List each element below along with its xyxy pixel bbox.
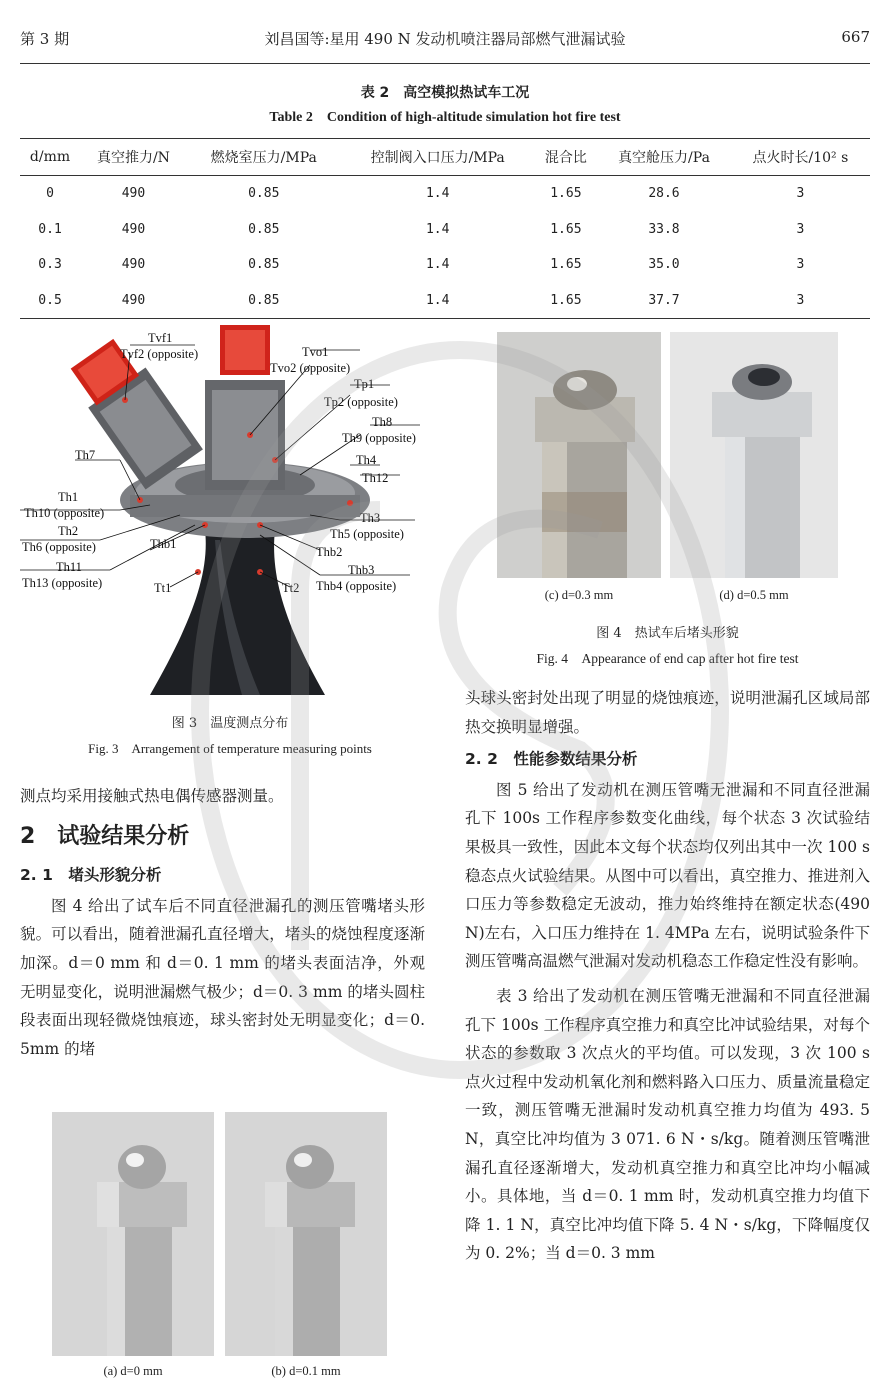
table-cell: 3 <box>796 186 805 202</box>
table-cell: 1.4 <box>425 257 450 273</box>
table-cell: 33.8 <box>648 221 680 237</box>
table-cell: 35.0 <box>648 257 680 273</box>
subsection-2-1-heading: 2. 1 堵头形貌分析 <box>20 866 162 885</box>
fig4-caption-en: Fig. 4 Appearance of end cap after hot fire test <box>536 651 799 666</box>
label-thb3: Thb3 <box>348 563 375 577</box>
label-tvf2: Tvf2 (opposite) <box>120 347 199 361</box>
label-th3: Th3 <box>360 511 381 525</box>
label-thb2: Thb2 <box>316 545 343 559</box>
end-cap-c-illustration <box>497 332 661 578</box>
label-tt1: Tt1 <box>154 581 172 595</box>
table-cell: 490 <box>121 221 146 237</box>
label-th4: Th4 <box>356 453 377 467</box>
right-paragraph-0: 头球头密封处出现了明显的烧蚀痕迹，说明泄漏孔区域局部热交换明显增强。 <box>465 689 870 736</box>
table-cell: 1.4 <box>341 283 535 319</box>
label-th11: Th11 <box>56 560 82 574</box>
label-th13: Th13 (opposite) <box>22 576 103 590</box>
label-th8: Th8 <box>372 415 393 429</box>
table2 <box>20 138 870 319</box>
table-cell: 0.85 <box>248 221 280 237</box>
fig4b-label: (b) d=0.1 mm <box>271 1364 341 1378</box>
label-th6: Th6 (opposite) <box>22 540 96 554</box>
label-thb4: Thb4 (opposite) <box>316 579 397 593</box>
table-cell: 1.4 <box>425 186 450 202</box>
table-cell: 28.6 <box>648 186 680 202</box>
table-cell: 1.65 <box>535 283 598 319</box>
table2-caption-zh: 表 2 高空模拟热试车工况 <box>360 85 530 101</box>
fig3-figure <box>20 325 440 695</box>
running-title: 刘昌国等:星用 490 N 发动机喷注器局部燃气泄漏试验 <box>264 30 626 48</box>
table-cell: 1.4 <box>425 221 450 237</box>
label-tp2: Tp2 (opposite) <box>324 395 398 409</box>
running-header <box>20 28 870 58</box>
label-th7: Th7 <box>75 448 96 462</box>
label-th10: Th10 (opposite) <box>24 506 105 520</box>
left-paragraph-0: 测点均采用接触式热电偶传感器测量。 <box>20 787 284 805</box>
label-th9: Th9 (opposite) <box>342 431 416 445</box>
table-header-row <box>20 139 870 176</box>
fig3-caption-en: Fig. 3 Arrangement of temperature measuring points <box>88 741 372 756</box>
col-header: d/mm <box>20 139 80 176</box>
fig4d-photo <box>670 332 838 578</box>
table-cell: 3 <box>731 283 870 319</box>
page-number: 667 <box>841 28 870 46</box>
table-row <box>20 247 870 283</box>
table-cell: 1.65 <box>550 186 582 202</box>
table-cell: 0.85 <box>248 186 280 202</box>
subsection-2-2-heading: 2. 2 性能参数结果分析 <box>465 750 638 769</box>
col-header: 点火时长/10² s <box>731 139 870 176</box>
label-tvf1: Tvf1 <box>148 331 173 345</box>
label-tvo1: Tvo1 <box>302 345 329 359</box>
table-cell: 490 <box>121 186 146 202</box>
end-cap-a-illustration <box>52 1112 214 1356</box>
table-cell: 490 <box>80 283 187 319</box>
label-tp1: Tp1 <box>354 377 375 391</box>
end-cap-b-illustration <box>225 1112 387 1356</box>
table-cell: 0 <box>46 186 54 202</box>
right-paragraph-1: 图 5 给出了发动机在测压管嘴无泄漏和不同直径泄漏孔下 100s 工作程序参数变化曲线，每个状态 3 次试验结果极具一致性，因此本文每个状态均仅列出其中一次 100 s 稳态点火试验结果。从图中可以看出，真空推力、推进剂入口压力等参数稳定无波动，推力始终维持在额定状态(490 N)左右，入口压力维持在 1. 4MPa 左右，说明试验条件下测压管嘴高温燃气泄漏对发动机稳态工作稳定性没有影响。 <box>465 780 870 971</box>
table2-caption-en: Table 2 Condition of high-altitude simulation hot fire test <box>269 110 621 125</box>
label-th2: Th2 <box>58 524 79 538</box>
table-cell: 0.3 <box>38 257 62 273</box>
left-column <box>20 782 425 1063</box>
col-header: 真空推力/N <box>80 139 187 176</box>
col-header: 混合比 <box>535 139 598 176</box>
label-thb1: Thb1 <box>150 537 177 551</box>
label-th12: Th12 <box>362 471 389 485</box>
label-tt2: Tt2 <box>282 581 300 595</box>
label-th5: Th5 (opposite) <box>330 527 404 541</box>
right-column <box>465 684 870 1268</box>
header-rule <box>20 63 870 64</box>
table-cell: 0.85 <box>187 283 341 319</box>
table-row <box>20 283 870 319</box>
label-th1: Th1 <box>58 490 79 504</box>
fig4c-photo <box>497 332 661 578</box>
table-cell: 490 <box>121 257 146 273</box>
fig4b-photo <box>225 1112 387 1356</box>
label-tvo2: Tvo2 (opposite) <box>270 361 351 375</box>
table-cell: 1.65 <box>550 257 582 273</box>
table-cell: 1.65 <box>550 221 582 237</box>
table-cell: 0.5 <box>20 283 80 319</box>
col-header: 控制阀入口压力/MPa <box>341 139 535 176</box>
table-cell: 37.7 <box>597 283 731 319</box>
fig4-caption-zh: 图 4 热试车后堵头形貌 <box>596 626 739 641</box>
table-cell: 0.85 <box>248 257 280 273</box>
table-row <box>20 212 870 248</box>
table-row <box>20 176 870 212</box>
left-paragraph-1: 图 4 给出了试车后不同直径泄漏孔的测压管嘴堵头形貌。可以看出，随着泄漏孔直径增大，堵头的烧蚀程度逐渐加深。d＝0 mm 和 d＝0. 1 mm 的堵头表面洁净，外观无明显变化，说明泄漏燃气极少；d＝0. 3 mm 的堵头圆柱段表面出现轻微烧蚀痕迹，球头密封处无明显变化；d＝0. 5mm 的堵 <box>20 896 425 1058</box>
fig3-caption-zh: 图 3 温度测点分布 <box>171 716 289 731</box>
section-2-heading: 2 试验结果分析 <box>20 823 190 849</box>
fig4a-label: (a) d=0 mm <box>103 1364 163 1378</box>
fig4c-label: (c) d=0.3 mm <box>544 588 614 602</box>
end-cap-d-illustration <box>670 332 838 578</box>
table-cell: 3 <box>796 257 805 273</box>
issue-number: 第 3 期 <box>20 30 70 48</box>
col-header: 真空舱压力/Pa <box>597 139 731 176</box>
right-paragraph-2: 表 3 给出了发动机在测压管嘴无泄漏和不同直径泄漏孔下 100s 工作程序真空推力和真空比冲试验结果，对每个状态的参数取 3 次点火的平均值。可以发现，3 次 100 s 点火过程中发动机氧化剂和燃料路入口压力、质量流量稳定一致，测压管嘴无泄漏时发动机真空推力均值为 493. 5 N，真空比冲均值为 3 071. 6 N・s/kg。随着测压管嘴泄漏孔直径逐渐增大，发动机真空推力和真空比冲均小幅减小。具体地，当 d＝0. 1 mm 时，发动机真空推力均值下降 1. 1 N，真空比冲均值下降 5. 4 N・s/kg，下降幅度仅为 0. 2%；当 d＝0. 3 mm <box>465 986 870 1263</box>
table-cell: 0.1 <box>38 221 62 237</box>
fig4a-photo <box>52 1112 214 1356</box>
table-cell: 3 <box>796 221 805 237</box>
fig4d-label: (d) d=0.5 mm <box>719 588 789 602</box>
col-header: 燃烧室压力/MPa <box>187 139 341 176</box>
